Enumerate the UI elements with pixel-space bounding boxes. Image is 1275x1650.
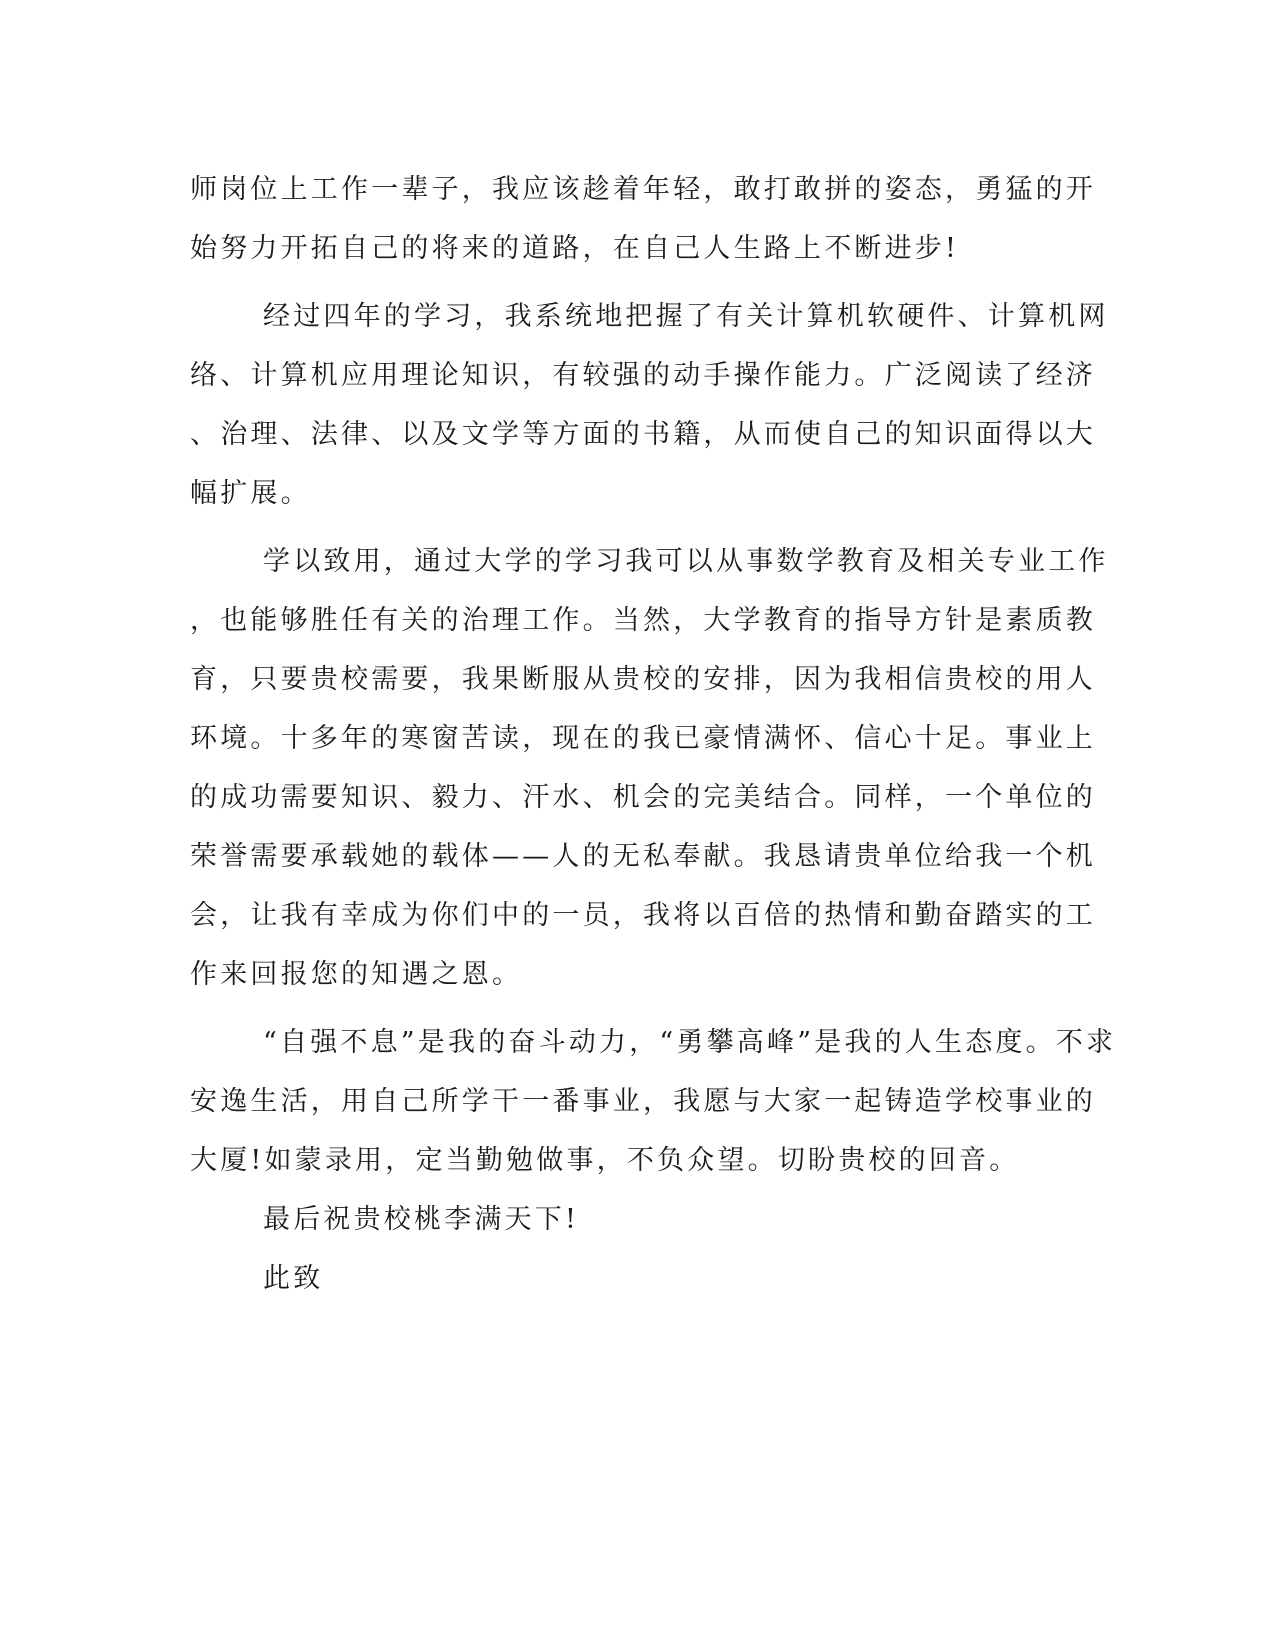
- paragraph-motto: [190, 1013, 1117, 1190]
- letter-body: [190, 160, 1117, 1308]
- text-line: 络、计算机应用理论知识，有较强的动手操作能力。广泛阅读了经济: [190, 360, 1096, 391]
- text-line: 的成功需要知识、毅力、汗水、机会的完美结合。同样，一个单位的: [190, 782, 1096, 813]
- paragraph-salutation: [190, 1249, 1090, 1308]
- paragraph-study: [190, 287, 1109, 523]
- paragraph-closing-wish: [190, 1190, 1090, 1249]
- text-line: 、治理、法律、以及文学等方面的书籍，从而使自己的知识面得以大: [190, 419, 1096, 450]
- text-line: 荣誉需要承载她的载体——人的无私奉献。我恳请贵单位给我一个机: [190, 841, 1096, 872]
- text-line: 最后祝贵校桃李满天下!: [263, 1204, 580, 1235]
- text-line: 作来回报您的知遇之恩。: [190, 959, 523, 990]
- text-line: 经过四年的学习，我系统地把握了有关计算机软硬件、计算机网: [263, 301, 1109, 332]
- text-line: 会，让我有幸成为你们中的一员，我将以百倍的热情和勤奋踏实的工: [190, 900, 1096, 931]
- text-line: 师岗位上工作一辈子，我应该趁着年轻，敢打敢拼的姿态，勇猛的开: [190, 174, 1096, 205]
- text-line: ，也能够胜任有关的治理工作。当然，大学教育的指导方针是素质教: [190, 605, 1096, 636]
- text-line: 学以致用，通过大学的学习我可以从事数学教育及相关专业工作: [263, 546, 1109, 577]
- text-line: 育，只要贵校需要，我果断服从贵校的安排，因为我相信贵校的用人: [190, 664, 1096, 695]
- text-line: 环境。十多年的寒窗苦读，现在的我已豪情满怀、信心十足。事业上: [190, 723, 1096, 754]
- text-line: 安逸生活，用自己所学干一番事业，我愿与大家一起铸造学校事业的: [190, 1086, 1096, 1117]
- text-line: 幅扩展。: [190, 478, 311, 509]
- text-line: 始努力开拓自己的将来的道路，在自己人生路上不断进步!: [190, 233, 960, 264]
- text-line: 大厦!如蒙录用，定当勤勉做事，不负众望。切盼贵校的回音。: [190, 1145, 1020, 1176]
- text-line: “自强不息”是我的奋斗动力，“勇攀高峰”是我的人生态度。不求: [263, 1027, 1117, 1058]
- paragraph-application: [190, 532, 1109, 1004]
- text-line: 此致: [263, 1263, 324, 1294]
- paragraph-continuation: [190, 160, 1096, 278]
